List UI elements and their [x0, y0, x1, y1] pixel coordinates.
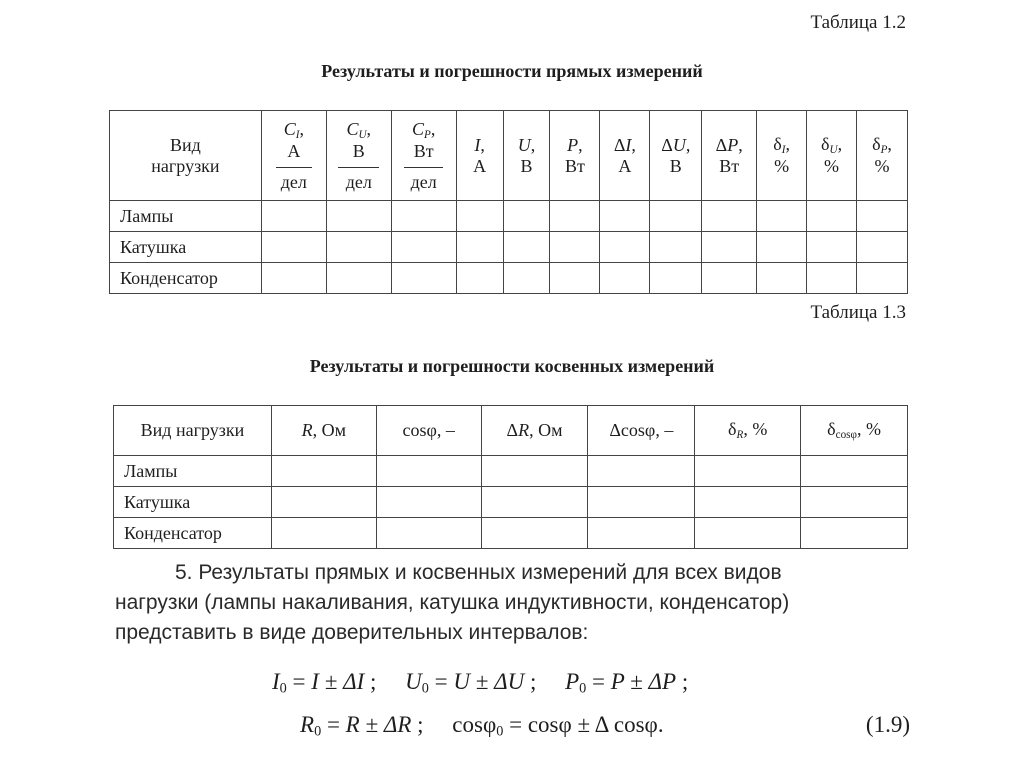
header-delta-p: ΔP, Вт: [702, 111, 757, 201]
header-ci: $C_I$, А дел: [261, 111, 326, 201]
row-label: Лампы: [114, 456, 272, 487]
header-p: P, Вт: [550, 111, 600, 201]
row-label: Катушка: [110, 232, 262, 263]
header-load-type-label: Вид нагрузки: [151, 134, 220, 176]
header-delta-rel-i: $\delta_I$, %: [757, 111, 807, 201]
header-r: R, Ом: [271, 406, 376, 456]
header-cp: $C_P$, Вт дел: [391, 111, 456, 201]
header-delta-rel-p: $\delta_P$, %: [857, 111, 908, 201]
table-caption-1-3: Таблица 1.3: [810, 302, 906, 323]
header-delta-i: ΔI, А: [600, 111, 650, 201]
indirect-measurements-table: [113, 405, 908, 549]
header-delta-cos-phi: Δcosφ, –: [588, 406, 695, 456]
instruction-paragraph: [115, 558, 915, 648]
table-row: [114, 518, 908, 549]
row-label: Катушка: [114, 487, 272, 518]
table-header-row: [110, 111, 908, 201]
table-caption-1-2: Таблица 1.2: [810, 12, 906, 33]
header-rel-r: $\delta_R$, %: [695, 406, 801, 456]
header-u: U, В: [503, 111, 550, 201]
table-row: [114, 456, 908, 487]
row-label: Лампы: [110, 201, 262, 232]
header-load-type: [110, 111, 262, 201]
table-row: [110, 232, 908, 263]
paragraph-line: представить в виде доверительных интервалов:: [115, 621, 589, 644]
table-row: [114, 487, 908, 518]
row-label: Конденсатор: [114, 518, 272, 549]
formula-direct-intervals: $I_0 = I \pm \Delta I$ ; $U_0 = U \pm \Delta U$ ; $P_0 = P \pm \Delta P$ ;: [272, 669, 689, 697]
table-header-row: [114, 406, 908, 456]
equation-number: (1.9): [865, 712, 910, 737]
header-delta-u: ΔU, В: [650, 111, 702, 201]
header-delta-r: ΔR, Ом: [481, 406, 588, 456]
header-delta-rel-u: $\delta_U$, %: [807, 111, 857, 201]
paragraph-line: нагрузки (лампы накаливания, катушка индуктивности, конденсатор): [115, 591, 790, 614]
header-i: I, А: [456, 111, 503, 201]
header-rel-cos-phi: $\delta_{cos\varphi}$, %: [801, 406, 908, 456]
formula-indirect-intervals: $R_0 = R \pm \Delta R$ ; cosφ$_0$ = cosφ ± Δ cosφ.: [300, 712, 664, 740]
header-load-type: Вид нагрузки: [114, 406, 272, 456]
row-label: Конденсатор: [110, 263, 262, 294]
table-row: [110, 263, 908, 294]
header-cu: $C_U$, В дел: [326, 111, 391, 201]
header-cos-phi: cosφ, –: [376, 406, 481, 456]
table-row: [110, 201, 908, 232]
paragraph-line: 5. Результаты прямых и косвенных измерений для всех видов: [175, 561, 782, 584]
table-title-direct: Результаты и погрешности прямых измерений: [321, 61, 703, 81]
table-title-indirect: Результаты и погрешности косвенных измерений: [309, 356, 715, 376]
direct-measurements-table: [109, 110, 908, 294]
